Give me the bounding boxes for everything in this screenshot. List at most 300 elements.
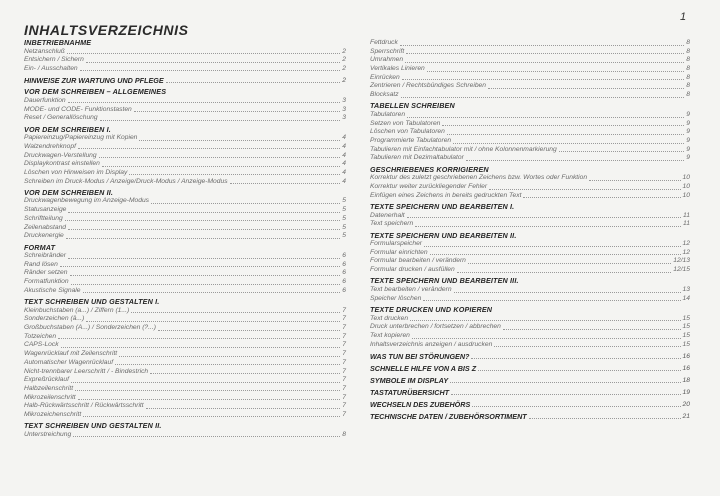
dot-leader: [68, 258, 340, 259]
dot-leader: [523, 197, 680, 198]
toc-entry-text: Formular einrichten: [370, 248, 428, 256]
dot-leader: [447, 134, 684, 135]
toc-entry-text: Blocksatz: [370, 91, 399, 99]
dot-leader: [60, 266, 340, 267]
toc-entry: [370, 174, 690, 183]
toc-entry-text: Druckwagenbewegung im Anzeige-Modus: [24, 197, 150, 205]
toc-heading-entry: [370, 388, 690, 398]
toc-page-number: 15: [682, 340, 690, 348]
dot-leader: [415, 226, 681, 227]
toc-entry-text: Einfügen eines Zeichens in bereits gedruckten Text: [370, 191, 522, 199]
toc-entry-text: Schreiben im Druck-Modus / Anzeige/Druck-Modus / Anzeige-Modus: [24, 177, 228, 185]
toc-left-column: [24, 39, 346, 440]
toc-page-number: 7: [342, 402, 346, 410]
dot-leader: [488, 88, 684, 89]
toc-page-number: 7: [342, 358, 346, 366]
toc-section-heading: TEXTE SPEICHERN UND BEARBEITEN I.: [370, 201, 515, 211]
toc-page-number: 10: [682, 182, 690, 190]
toc-entry-text: Formular bearbeiten / verändern: [370, 257, 466, 265]
toc-page-number: 10: [682, 191, 690, 199]
toc-section-heading: TEXT SCHREIBEN UND GESTALTEN I.: [24, 297, 160, 307]
toc-page-number: 4: [342, 168, 346, 176]
dot-leader: [503, 329, 681, 330]
toc-entry-text: Wagenrücklauf mit Zeilenschritt: [24, 350, 118, 358]
toc-page-number: 9: [686, 145, 690, 153]
dot-leader: [406, 53, 684, 54]
dot-leader: [489, 189, 680, 190]
toc-entry: [24, 269, 346, 278]
toc-page-number: 3: [342, 105, 346, 113]
toc-entry: [24, 48, 346, 57]
dot-leader: [134, 111, 340, 112]
toc-entry: [370, 220, 690, 229]
dot-leader: [66, 238, 340, 239]
toc-entry: [24, 350, 346, 359]
dot-leader: [410, 320, 681, 321]
toc-entry: [24, 431, 346, 440]
toc-entry: [370, 91, 690, 100]
dot-leader: [139, 140, 340, 141]
toc-page-number: 11: [683, 211, 690, 219]
dot-leader: [407, 217, 681, 218]
toc-entry-text: Entsichern / Sichern: [24, 56, 84, 64]
toc-entry: [24, 224, 346, 233]
toc-entry-text: Löschen von Tabulatoren: [370, 128, 445, 136]
toc-entry-text: Kleinbuchstaben (a...) / Ziffern (1...): [24, 306, 130, 314]
toc-section-heading: VOR DEM SCHREIBEN – ALLGEMEINES: [24, 87, 167, 97]
toc-heading-entry: [370, 400, 690, 410]
dot-leader: [405, 62, 684, 63]
toc-page-number: 7: [342, 341, 346, 349]
toc-section-heading: TEXTE SPEICHERN UND BEARBEITEN III.: [370, 276, 519, 286]
toc-entry: [24, 359, 346, 368]
toc-entry: [370, 341, 690, 350]
toc-page-number: 8: [342, 430, 346, 438]
toc-page-number: 9: [686, 154, 690, 162]
toc-page-number: 19: [682, 388, 690, 396]
toc-page-number: 9: [686, 137, 690, 145]
toc-section-heading: TABELLEN SCHREIBEN: [370, 101, 455, 111]
toc-page-number: 8: [686, 73, 690, 81]
toc-entry-text: Akustische Signale: [24, 286, 81, 294]
dot-leader: [466, 160, 684, 161]
toc-entry-text: Netzanschluß: [24, 47, 65, 55]
toc-heading-text: TECHNISCHE DATEN / ZUBEHÖRSORTIMENT: [370, 412, 527, 422]
toc-entry-text: Expreßrücklauf: [24, 376, 69, 384]
toc-entry: [370, 212, 690, 221]
toc-page-number: 9: [686, 128, 690, 136]
toc-page-number: 8: [686, 38, 690, 46]
dot-leader: [230, 183, 341, 184]
toc-entry: [370, 240, 690, 249]
toc-page-number: 7: [342, 350, 346, 358]
toc-right-column: [370, 39, 690, 422]
toc-page-number: 7: [342, 410, 346, 418]
toc-entry-text: Ein- / Ausschalten: [24, 64, 78, 72]
toc-entry-text: Mikrozeilenschritt: [24, 393, 76, 401]
toc-page-number: 7: [342, 306, 346, 314]
toc-page-number: 7: [342, 367, 346, 375]
toc-heading-entry: [370, 376, 690, 386]
toc-entry: [24, 315, 346, 324]
toc-entry: [24, 368, 346, 377]
toc-page-number: 6: [342, 269, 346, 277]
toc-entry: [370, 39, 690, 48]
toc-entry: [24, 197, 346, 206]
dot-leader: [166, 82, 341, 83]
dot-leader: [468, 263, 671, 264]
toc-page-number: 12/15: [673, 266, 690, 274]
dot-leader: [407, 117, 684, 118]
toc-entry-text: Rand lösen: [24, 260, 58, 268]
dot-leader: [80, 70, 341, 71]
toc-page-number: 15: [682, 323, 690, 331]
toc-entry: [24, 376, 346, 385]
toc-heading-text: WAS TUN BEI STÖRUNGEN?: [370, 351, 470, 361]
toc-page-number: 2: [342, 47, 346, 55]
toc-entry-text: Totzeichen: [24, 332, 57, 340]
toc-section-heading: VOR DEM SCHREIBEN II.: [24, 187, 114, 197]
toc-section-heading: VOR DEM SCHREIBEN I.: [24, 124, 111, 134]
toc-entry-text: Halb-Rückwärtsschritt / Rückwärtsschritt: [24, 402, 144, 410]
toc-entry-text: Automatischer Wagenrücklauf: [24, 358, 114, 366]
dot-leader: [78, 399, 341, 400]
dot-leader: [150, 373, 340, 374]
dot-leader: [158, 330, 340, 331]
toc-entry: [24, 160, 346, 169]
toc-entry: [370, 48, 690, 57]
toc-entry-text: Statusanzeige: [24, 206, 67, 214]
toc-page-number: 5: [342, 197, 346, 205]
dot-leader: [83, 416, 340, 417]
toc-heading-text: SYMBOLE IM DISPLAY: [370, 375, 449, 385]
toc-entry-text: Druck unterbrechen / fortsetzen / abbrechen: [370, 323, 501, 331]
dot-leader: [454, 292, 681, 293]
dot-leader: [58, 338, 340, 339]
dot-leader: [430, 254, 681, 255]
toc-entry: [24, 252, 346, 261]
toc-page-number: 12: [682, 240, 690, 248]
toc-page-number: 15: [682, 331, 690, 339]
toc-entry-text: Korrektur des zuletzt geschriebenen Zeichens bzw. Wortes oder Funktion: [370, 174, 588, 182]
dot-leader: [102, 166, 340, 167]
toc-entry-text: Großbuchstaben (A...) / Sonderzeichen (?...): [24, 324, 156, 332]
toc-entry-text: Setzen von Tabulatoren: [370, 119, 441, 127]
toc-page-number: 6: [342, 260, 346, 268]
toc-entry-text: Formularspeicher: [370, 240, 423, 248]
toc-page-number: 2: [342, 77, 346, 85]
dot-leader: [86, 321, 340, 322]
toc-entry-text: Formular drucken / ausfüllen: [370, 266, 455, 274]
toc-entry: [24, 333, 346, 342]
toc-entry-text: Sonderzeichen (ä...): [24, 315, 85, 323]
dot-leader: [70, 275, 341, 276]
toc-entry: [24, 143, 346, 152]
toc-entry-text: Inhaltsverzeichnis anzeigen / ausdrucken: [370, 340, 493, 348]
dot-leader: [71, 382, 340, 383]
dot-leader: [494, 346, 680, 347]
page-title: INHALTSVERZEICHNIS: [24, 22, 189, 38]
dot-leader: [451, 394, 680, 395]
toc-heading-text: TASTATURÜBERSICHT: [370, 387, 450, 397]
toc-page-number: 9: [686, 110, 690, 118]
toc-page-number: 4: [342, 134, 346, 142]
toc-entry-text: Korrektur weiter zurückliegender Fehler: [370, 182, 488, 190]
dot-leader: [65, 220, 341, 221]
toc-page-number: 13: [682, 286, 690, 294]
dot-leader: [457, 272, 672, 273]
toc-page-number: 5: [342, 206, 346, 214]
toc-entry: [24, 411, 346, 420]
toc-entry: [24, 152, 346, 161]
toc-entry: [24, 287, 346, 296]
dot-leader: [412, 338, 681, 339]
toc-page-number: 8: [686, 65, 690, 73]
toc-page-number: 4: [342, 151, 346, 159]
toc-entry: [370, 183, 690, 192]
toc-heading-entry: [24, 76, 346, 86]
toc-page-number: 12: [682, 248, 690, 256]
toc-entry: [24, 178, 346, 187]
toc-entry: [24, 106, 346, 115]
toc-entry-text: Sperrschrift: [370, 47, 405, 55]
dot-leader: [68, 212, 340, 213]
toc-entry: [24, 114, 346, 123]
toc-entry: [24, 56, 346, 65]
toc-entry: [24, 278, 346, 287]
toc-entry: [370, 82, 690, 91]
toc-entry: [370, 295, 690, 304]
toc-entry-text: CAPS-Lock: [24, 341, 59, 349]
toc-entry-text: Vertikales Linieren: [370, 65, 425, 73]
dot-leader: [559, 151, 685, 152]
toc-entry: [24, 65, 346, 74]
toc-section-heading: TEXTE SPEICHERN UND BEARBEITEN II.: [370, 230, 517, 240]
toc-entry: [24, 341, 346, 350]
toc-entry: [370, 128, 690, 137]
toc-page-number: 8: [686, 47, 690, 55]
toc-entry-text: Löschen von Hinweisen im Display: [24, 168, 128, 176]
dot-leader: [73, 436, 340, 437]
dot-leader: [83, 292, 341, 293]
toc-page-number: 5: [342, 223, 346, 231]
toc-section-heading: TEXT SCHREIBEN UND GESTALTEN II.: [24, 421, 162, 431]
toc-page-number: 7: [342, 315, 346, 323]
toc-page-number: 9: [686, 119, 690, 127]
toc-page-number: 4: [342, 160, 346, 168]
toc-entry-text: Tabulieren mit Dezimaltabulator: [370, 154, 464, 162]
toc-entry-text: Umrahmen: [370, 56, 404, 64]
dot-leader: [61, 347, 341, 348]
toc-entry: [370, 266, 690, 275]
toc-page-number: 5: [342, 214, 346, 222]
toc-entry: [24, 385, 346, 394]
toc-entry: [24, 324, 346, 333]
dot-leader: [402, 79, 685, 80]
dot-leader: [68, 102, 341, 103]
dot-leader: [529, 418, 681, 419]
toc-entry: [24, 134, 346, 143]
toc-entry-text: Unterstreichung: [24, 430, 72, 438]
toc-page-number: 14: [682, 294, 690, 302]
toc-entry-text: Fettdruck: [370, 38, 398, 46]
toc-page-number: 18: [682, 376, 690, 384]
toc-section-heading: INBETRIEBNAHME: [24, 38, 92, 47]
toc-entry-text: Schriftteilung: [24, 214, 63, 222]
toc-entry-text: Dauerfunktion: [24, 96, 66, 104]
toc-entry: [24, 206, 346, 215]
toc-entry: [370, 137, 690, 146]
toc-page-number: 2: [342, 64, 346, 72]
toc-entry-text: Zentrieren / Rechtsbündiges Schreiben: [370, 82, 486, 90]
toc-entry-text: Text drucken: [370, 314, 409, 322]
toc-entry-text: Ränder setzen: [24, 269, 68, 277]
dot-leader: [472, 406, 680, 407]
dot-leader: [478, 370, 680, 371]
dot-leader: [67, 53, 340, 54]
toc-entry: [370, 315, 690, 324]
toc-page-number: 2: [342, 56, 346, 64]
toc-entry-text: Druckwagen-Verstellung: [24, 151, 97, 159]
toc-entry: [24, 261, 346, 270]
dot-leader: [115, 364, 340, 365]
toc-page-number: 15: [682, 314, 690, 322]
toc-heading-entry: [370, 412, 690, 422]
toc-entry: [24, 394, 346, 403]
toc-page-number: 6: [342, 278, 346, 286]
toc-entry: [24, 232, 346, 241]
toc-entry: [370, 65, 690, 74]
toc-page-number: 7: [342, 332, 346, 340]
toc-page-number: 5: [342, 232, 346, 240]
dot-leader: [424, 246, 681, 247]
toc-page-number: 11: [683, 220, 690, 228]
dot-leader: [401, 97, 685, 98]
toc-entry: [370, 111, 690, 120]
toc-entry: [24, 97, 346, 106]
toc-page-number: 8: [686, 56, 690, 64]
toc-entry-text: Programmierte Tabulatoren: [370, 137, 452, 145]
toc-heading-text: HINWEISE ZUR WARTUNG UND PFLEGE: [24, 76, 164, 86]
toc-entry-text: Walzendrehknopf: [24, 142, 76, 150]
toc-page-number: 8: [686, 91, 690, 99]
toc-entry-text: Nicht-trennbarer Leerschritt / - Bindestrich: [24, 367, 149, 375]
toc-entry: [370, 323, 690, 332]
toc-section-heading: GESCHRIEBENES KORRIGIEREN: [370, 164, 489, 174]
toc-entry: [24, 402, 346, 411]
toc-entry-text: Speicher löschen: [370, 294, 422, 302]
toc-page-number: 7: [342, 376, 346, 384]
toc-entry-text: Datenerhalt: [370, 211, 405, 219]
dot-leader: [131, 312, 340, 313]
dot-leader: [129, 174, 340, 175]
toc-entry: [24, 215, 346, 224]
toc-entry: [24, 169, 346, 178]
dot-leader: [100, 120, 341, 121]
toc-entry-text: Papiereinzug/Papiereinzug mit Kopien: [24, 134, 138, 142]
toc-page-number: 3: [342, 96, 346, 104]
toc-page-number: 3: [342, 114, 346, 122]
toc-entry-text: Einrücken: [370, 73, 400, 81]
toc-entry: [370, 120, 690, 129]
toc-entry: [370, 192, 690, 201]
toc-heading-entry: [370, 364, 690, 374]
toc-page-number: 7: [342, 393, 346, 401]
page-number: 1: [680, 11, 687, 23]
toc-entry: [370, 258, 690, 267]
toc-entry-text: Text speichern: [370, 220, 414, 228]
toc-entry-text: Mikrozeichenschritt: [24, 410, 82, 418]
dot-leader: [400, 45, 684, 46]
dot-leader: [78, 148, 340, 149]
toc-entry: [370, 286, 690, 295]
dot-leader: [151, 203, 340, 204]
toc-page-number: 7: [342, 384, 346, 392]
toc-entry-text: Halbzeilenschritt: [24, 384, 74, 392]
toc-entry: [24, 307, 346, 316]
dot-leader: [589, 180, 680, 181]
toc-heading-text: WECHSELN DES ZUBEHÖRS: [370, 400, 471, 410]
dot-leader: [453, 143, 684, 144]
toc-heading-text: SCHNELLE HILFE VON A BIS Z: [370, 363, 477, 373]
dot-leader: [119, 356, 340, 357]
toc-entry-text: Zeilenabstand: [24, 223, 67, 231]
toc-page-number: 6: [342, 286, 346, 294]
toc-entry-text: Schreibränder: [24, 252, 67, 260]
toc-entry: [370, 154, 690, 163]
toc-page-number: 16: [682, 352, 690, 360]
toc-entry-text: Druckenergie: [24, 232, 64, 240]
toc-section-heading: TEXTE DRUCKEN UND KOPIEREN: [370, 305, 493, 315]
dot-leader: [71, 284, 341, 285]
toc-entry-text: MODE- und CODE- Funktionstasten: [24, 105, 132, 113]
dot-leader: [75, 390, 340, 391]
toc-entry: [370, 249, 690, 258]
toc-page-number: 21: [682, 413, 690, 421]
toc-page-number: 7: [342, 324, 346, 332]
toc-section-heading: FORMAT: [24, 242, 56, 252]
toc-page-number: 12/13: [673, 257, 690, 265]
toc-page-number: 10: [682, 174, 690, 182]
dot-leader: [442, 125, 684, 126]
toc-entry-text: Displaykontrast einstellen: [24, 160, 100, 168]
toc-entry-text: Formatfunktion: [24, 278, 69, 286]
toc-page-number: 4: [342, 142, 346, 150]
toc-entry: [370, 146, 690, 155]
toc-page-number: 16: [682, 364, 690, 372]
toc-entry: [370, 74, 690, 83]
toc-entry-text: Text bearbeiten / verändern: [370, 286, 452, 294]
toc-entry-text: Tabulatoren: [370, 110, 406, 118]
dot-leader: [68, 229, 340, 230]
toc-entry-text: Tabulieren mit Einfachtabulator mit / ohne Kolonnenmarkierung: [370, 145, 557, 153]
dot-leader: [423, 300, 680, 301]
toc-entry: [370, 56, 690, 65]
toc-page-number: 6: [342, 252, 346, 260]
toc-entry: [370, 332, 690, 341]
dot-leader: [86, 62, 340, 63]
toc-page-number: 8: [686, 82, 690, 90]
toc-entry-text: Reset / Generallöschung: [24, 114, 98, 122]
dot-leader: [146, 408, 341, 409]
toc-page-number: 4: [342, 177, 346, 185]
dot-leader: [471, 358, 680, 359]
toc-page-number: 20: [682, 401, 690, 409]
dot-leader: [450, 382, 680, 383]
toc-heading-entry: [370, 352, 690, 362]
dot-leader: [99, 157, 341, 158]
toc-entry-text: Text kopieren: [370, 331, 410, 339]
